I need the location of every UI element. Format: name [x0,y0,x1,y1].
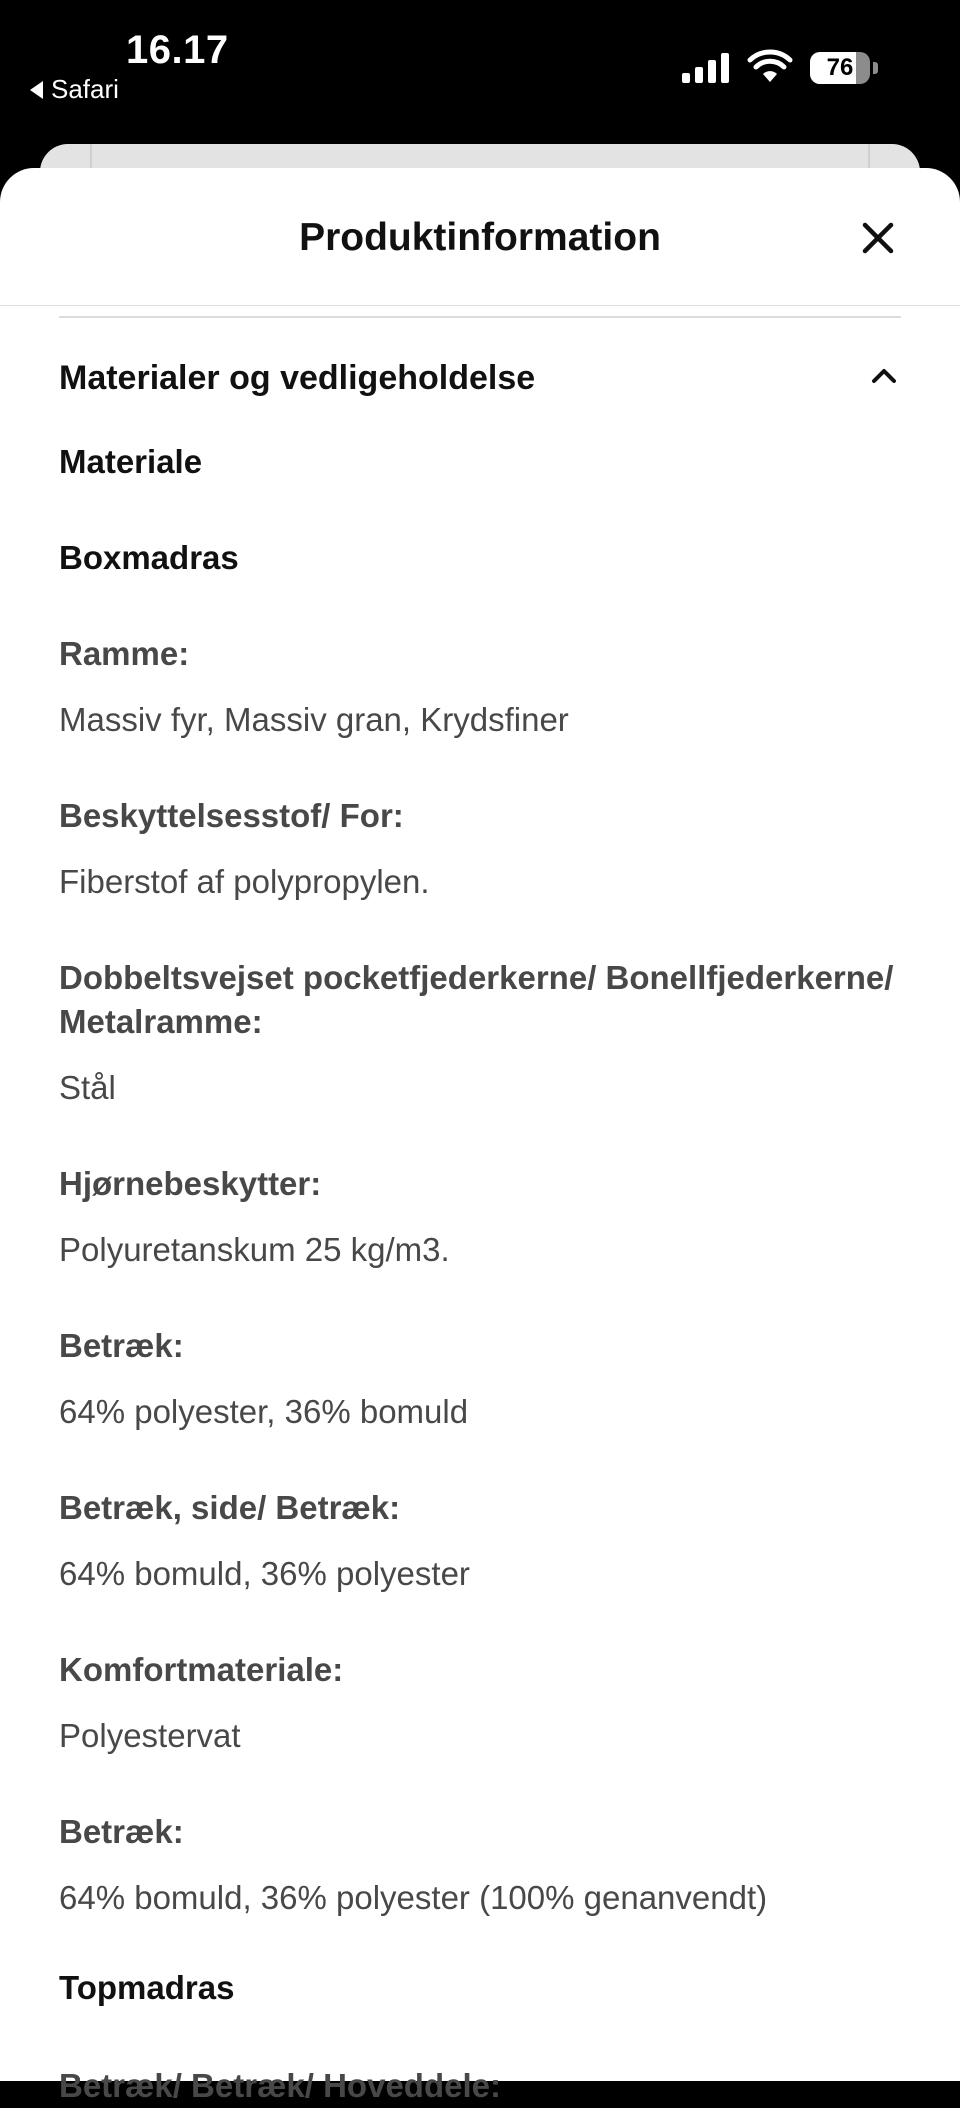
material-label: Ramme: [59,635,190,672]
material-item [59,956,901,1110]
material-label: Betræk, side/ Betræk: [59,1489,401,1526]
material-label: Komfortmateriale: [59,1651,344,1688]
status-icons [682,52,878,84]
chevron-up-icon [867,359,901,398]
material-label: Beskyttelsesstof/ For: [59,797,404,834]
battery-icon [810,52,878,84]
material-label: Betræk: [59,1813,184,1850]
material-value: Stål [59,1069,116,1106]
material-item [59,1162,901,1272]
material-value: 64% bomuld, 36% polyester [59,1555,470,1592]
wifi-icon [748,52,792,84]
material-value: 64% bomuld, 36% polyester (100% genanvendt) [59,1879,768,1916]
material-item [59,1810,901,1920]
close-icon [856,216,900,260]
material-value: Fiberstof af polypropylen. [59,863,430,900]
material-value: Massiv fyr, Massiv gran, Krydsfiner [59,701,569,738]
material-label: Betræk/ Betræk/ Hoveddele: [59,2067,501,2104]
cellular-signal-icon [682,53,730,83]
accordion-materials-care[interactable] [59,318,901,438]
material-item [59,1324,901,1434]
material-value: 64% polyester, 36% bomuld [59,1393,469,1430]
battery-percentage: 76 [826,54,854,81]
material-label: Dobbeltsvejset pocketfjederkerne/ Bonellfjederkerne/ Metalramme: [59,959,894,1040]
materiale-heading: Materiale [59,443,203,480]
back-arrow-icon [30,81,43,99]
material-item [59,632,901,742]
material-item [59,794,901,904]
clock: 16.17 [126,28,229,72]
accordion-title: Materialer og vedligeholdelse [59,358,536,397]
material-item [59,2064,901,2108]
material-label: Hjørnebeskytter: [59,1165,322,1202]
product-info-sheet [0,168,960,2104]
sheet-header [0,168,960,306]
boxmadras-heading: Boxmadras [59,539,239,576]
back-to-safari-link[interactable] [30,74,119,105]
material-item [59,1486,901,1596]
sheet-content [0,316,960,2108]
material-item [59,1648,901,1758]
material-value: Polyestervat [59,1717,241,1754]
close-button[interactable] [856,216,900,260]
material-label: Betræk: [59,1327,184,1364]
sheet-title: Produktinformation [299,216,661,259]
material-value: Polyuretanskum 25 kg/m3. [59,1231,450,1268]
back-label: Safari [51,74,119,104]
status-bar [0,0,960,145]
topmadras-heading: Topmadras [59,1969,235,2006]
